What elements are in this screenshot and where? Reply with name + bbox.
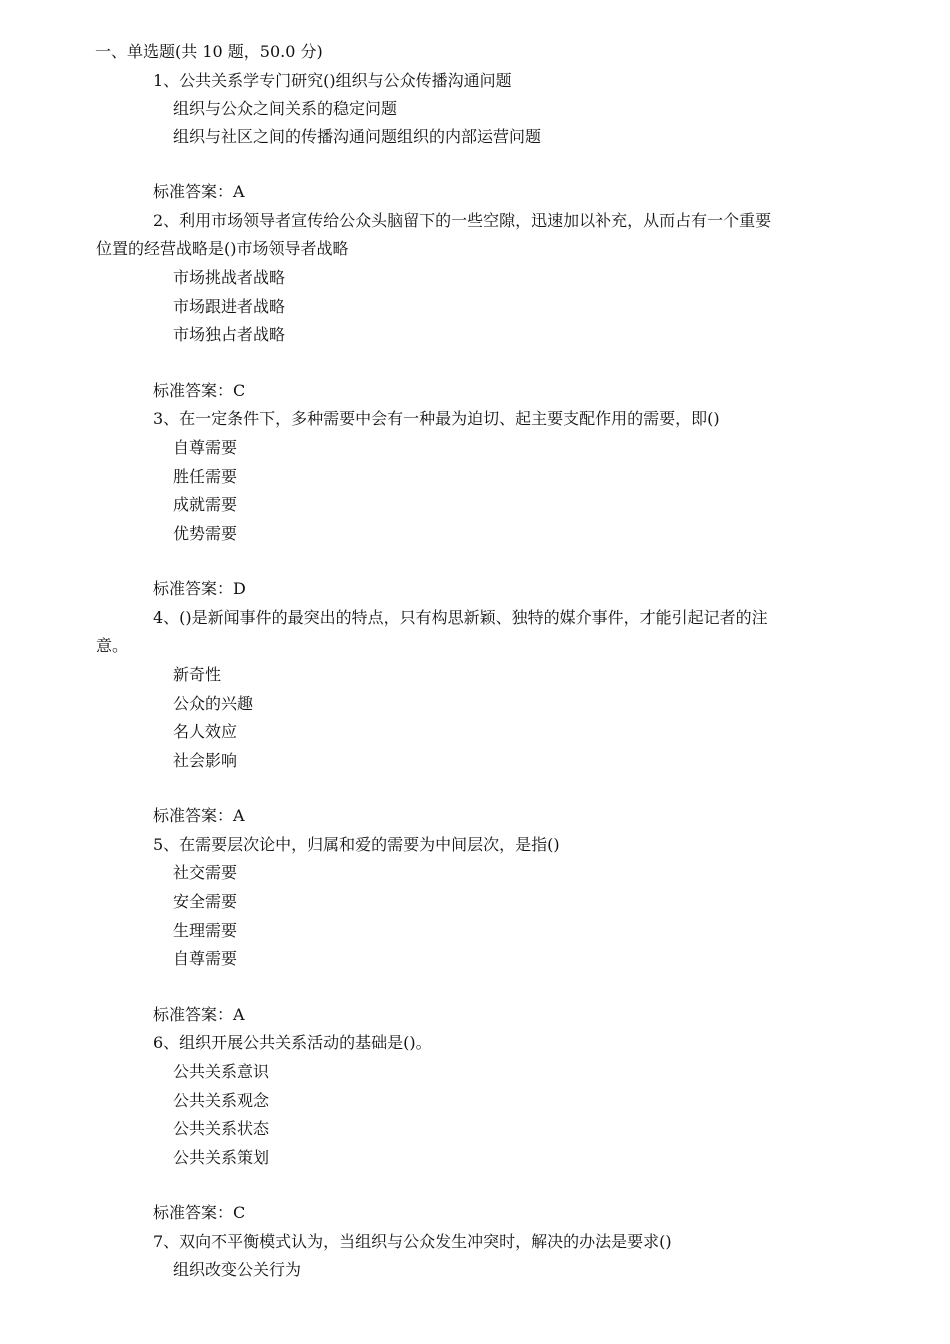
question-5-option: 安全需要	[173, 892, 238, 911]
question-4-option: 新奇性	[173, 665, 222, 684]
question-2-option: 市场跟进者战略	[173, 297, 286, 316]
question-6-answer: 标准答案：C	[153, 1203, 246, 1222]
question-3-option: 自尊需要	[173, 438, 238, 457]
question-3-option: 胜任需要	[173, 467, 238, 486]
question-6-option: 公共关系意识	[173, 1062, 270, 1081]
question-7-option: 组织改变公关行为	[173, 1260, 302, 1279]
question-6-option: 公共关系状态	[173, 1119, 270, 1138]
question-3-stem: 3、在一定条件下，多种需要中会有一种最为迫切、起主要支配作用的需要，即()	[153, 409, 720, 428]
question-2-option: 市场独占者战略	[173, 325, 286, 344]
question-4-answer: 标准答案：A	[153, 806, 245, 825]
question-5-answer: 标准答案：A	[153, 1005, 245, 1024]
question-3-option: 优势需要	[173, 524, 238, 543]
question-2-stem-continued: 位置的经营战略是()市场领导者战略	[96, 239, 349, 258]
question-5-option: 生理需要	[173, 921, 238, 940]
question-4-stem: 4、()是新闻事件的最突出的特点，只有构思新颖、独特的媒介事件，才能引起记者的注	[153, 608, 768, 627]
question-4-option: 名人效应	[173, 722, 238, 741]
question-1-stem: 1、公共关系学专门研究()组织与公众传播沟通问题	[153, 71, 512, 90]
question-2-answer: 标准答案：C	[153, 381, 246, 400]
question-1-answer: 标准答案：A	[153, 182, 245, 201]
question-3-option: 成就需要	[173, 495, 238, 514]
question-4-stem-continued: 意。	[96, 636, 129, 655]
question-6-stem: 6、组织开展公共关系活动的基础是()。	[153, 1033, 432, 1052]
question-5-stem: 5、在需要层次论中，归属和爱的需要为中间层次，是指()	[153, 835, 560, 854]
question-6-option: 公共关系策划	[173, 1148, 270, 1167]
question-1-option: 组织与社区之间的传播沟通问题组织的内部运营问题	[173, 127, 542, 146]
question-7-stem: 7、双向不平衡模式认为，当组织与公众发生冲突时，解决的办法是要求()	[153, 1232, 672, 1251]
section-title: 一、单选题(共 10 题，50.0 分)	[95, 42, 323, 61]
question-2-option: 市场挑战者战略	[173, 268, 286, 287]
question-5-option: 自尊需要	[173, 949, 238, 968]
question-5-option: 社交需要	[173, 863, 238, 882]
question-2-stem: 2、利用市场领导者宣传给公众头脑留下的一些空隙，迅速加以补充，从而占有一个重要	[153, 211, 772, 230]
question-6-option: 公共关系观念	[173, 1091, 270, 1110]
question-4-option: 社会影响	[173, 751, 238, 770]
question-4-option: 公众的兴趣	[173, 694, 254, 713]
question-3-answer: 标准答案：D	[153, 579, 246, 598]
question-1-option: 组织与公众之间关系的稳定问题	[173, 99, 398, 118]
